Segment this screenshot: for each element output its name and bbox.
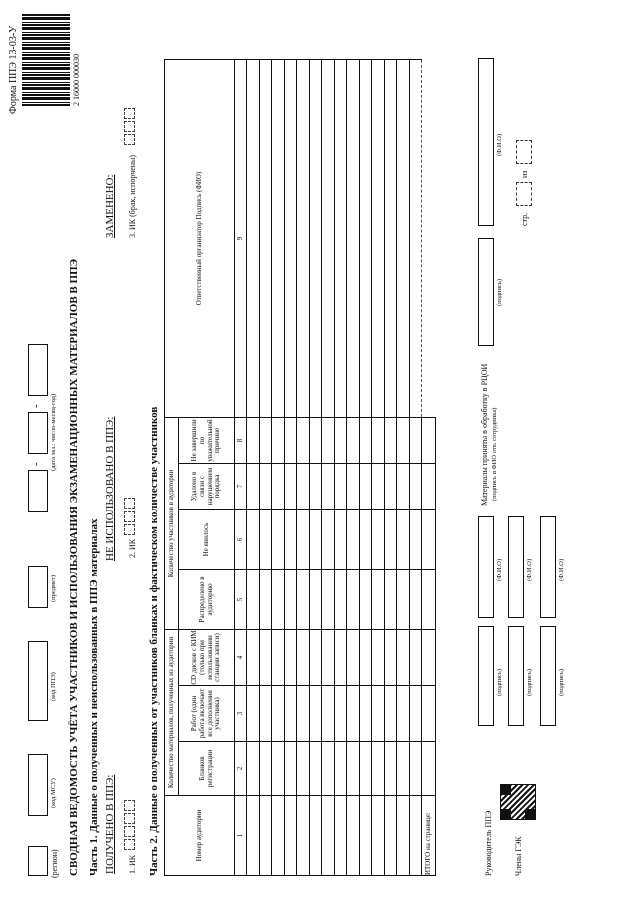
region-label: (регион) (50, 849, 59, 878)
sign-label: (подпись) (526, 669, 533, 696)
table-cell[interactable] (284, 509, 297, 569)
ik2-label: 2. ИК (128, 538, 137, 558)
participants-table (164, 59, 436, 876)
table-cell[interactable] (347, 59, 360, 417)
col-auditorium: Номер аудитории (165, 796, 235, 876)
col-num: 6 (235, 509, 247, 569)
table-cell[interactable] (322, 742, 335, 796)
table-cell[interactable] (284, 463, 297, 509)
head-fio-field[interactable] (478, 516, 494, 618)
table-cell[interactable] (284, 629, 297, 685)
col-num: 8 (235, 417, 247, 463)
table-cell[interactable] (259, 686, 272, 742)
table-body (247, 59, 422, 875)
table-cell[interactable] (297, 742, 310, 796)
table-cell[interactable] (259, 629, 272, 685)
date-day-field[interactable] (28, 470, 48, 512)
table-cell[interactable] (372, 569, 385, 629)
col-distributed: Распределено в аудиторию (179, 569, 235, 629)
table-cell[interactable] (347, 742, 360, 796)
table-cell[interactable] (259, 509, 272, 569)
table-cell[interactable] (372, 686, 385, 742)
table-row (284, 59, 297, 875)
table-cell[interactable] (309, 796, 322, 876)
table-cell[interactable] (359, 463, 372, 509)
col-cd: CD дисков с КИМ (только при использовании станции записи) (179, 629, 235, 685)
page-total-field[interactable] (516, 140, 532, 164)
table-cell[interactable] (247, 796, 260, 876)
table-cell[interactable] (359, 569, 372, 629)
table-cell[interactable] (384, 686, 397, 742)
table-cell[interactable] (322, 796, 335, 876)
replaced-label: ЗАМЕНЕНО: (104, 174, 116, 238)
table-cell[interactable] (284, 59, 297, 417)
table-cell[interactable] (397, 463, 410, 509)
table-cell[interactable] (359, 629, 372, 685)
table-cell[interactable] (297, 463, 310, 509)
sign-label: (подпись) (496, 669, 503, 696)
table-row (347, 59, 360, 875)
table-cell[interactable] (297, 686, 310, 742)
total-cell[interactable] (422, 463, 436, 509)
table-cell[interactable] (297, 569, 310, 629)
col-num: 7 (235, 463, 247, 509)
table-cell[interactable] (309, 463, 322, 509)
ik1-label: 1. ИК (128, 854, 137, 874)
date-label: (дата экз.: число-месяц-год) (50, 393, 57, 471)
table-row (372, 59, 385, 875)
table-cell[interactable] (334, 742, 347, 796)
table-cell[interactable] (384, 417, 397, 463)
col-not-finished: Не завершили по уважительной причине (179, 417, 235, 463)
head-sign-field[interactable] (478, 626, 494, 726)
rcoi-text: Материалы приняты в обработку в РЦОИ (480, 363, 489, 506)
gek-fio-field[interactable] (508, 516, 524, 618)
table-cell[interactable] (334, 569, 347, 629)
gek2-sign-field[interactable] (540, 626, 556, 726)
fio-label: (Ф.И.О) (526, 558, 533, 581)
table-cell[interactable] (309, 742, 322, 796)
table-cell[interactable] (272, 59, 285, 417)
sign-label: (подпись) (496, 279, 503, 306)
table-cell[interactable] (372, 463, 385, 509)
table-cell[interactable] (322, 59, 335, 417)
form-page: Форма ППЭ 13-03-У 2 16000 000030 (регион) (код МСУ) (код ППЭ) (предмет) - - (дата экз.: число-месяц-год) СВОДНАЯ ВЕДОМОСТЬ УЧЁТА УЧАСТНИКОВ И ИСПОЛЬЗОВАНИЯ ЭКЗАМЕНАЦИОННЫХ МАТЕРИАЛОВ В ППЭ Часть 1. Данные о полученных и неиспользованных в ППЭ материалах ПОЛУЧЕНО В ППЭ: НЕ ИСПОЛЬЗОВАНО В ППЭ: ЗАМЕНЕНО: 1. ИК 2. ИК 3. ИК (брак, испорчены) Часть 2. Данные о полученных от участников бланках и фактическом количестве участников Номер аудитории Количество материалов, полученных из аудитории Количество участников в аудитории Ответственный организатор Подпись (ФИО) Бланков регистрации Работ (один работа включает все дополнения участника) CD дисков с КИМ (только при использовании станции записи) Распределено в аудиторию Не явилось Удалено в связи с нарушением порядка Не завершили по уважительной причине 1 2 3 4 5 6 7 8 9 ИТОГО на странице: Руководитель ППЭ (подпись) (Ф.И.О) Члены ГЭК (подпись) (Ф.И.О) (подпись) (Ф.И.О) Материалы приняты в обработку в РЦОИ (подпись и ФИО отв. сотрудника) (подпись) (Ф.И.О) стр. из (0, 0, 640, 906)
date-year-field[interactable] (28, 344, 48, 396)
table-row (409, 59, 422, 875)
table-cell[interactable] (259, 417, 272, 463)
table-cell[interactable] (247, 59, 260, 417)
form-label: Форма ППЭ 13-03-У (8, 25, 19, 114)
table-row (247, 59, 260, 875)
table-cell[interactable] (384, 796, 397, 876)
table-cell[interactable] (347, 463, 360, 509)
col-num: 3 (235, 686, 247, 742)
ik3-field[interactable] (122, 107, 140, 146)
table-row (322, 59, 335, 875)
table-cell[interactable] (397, 686, 410, 742)
group-participants: Количество участников в аудитории (165, 417, 179, 629)
mcu-label: (код МСУ) (50, 778, 57, 808)
table-cell[interactable] (372, 629, 385, 685)
table-cell[interactable] (284, 742, 297, 796)
fio-label: (Ф.И.О) (558, 558, 565, 581)
col-num: 4 (235, 629, 247, 685)
total-cell[interactable] (422, 417, 436, 463)
table-cell[interactable] (272, 417, 285, 463)
col-num: 2 (235, 742, 247, 796)
table-cell[interactable] (259, 569, 272, 629)
head-label: Руководитель ППЭ (484, 810, 493, 876)
page-label: стр. (520, 212, 529, 226)
table-cell[interactable] (359, 59, 372, 417)
table-cell[interactable] (309, 509, 322, 569)
rcoi-sign-field[interactable] (478, 238, 494, 346)
subject-field[interactable] (28, 566, 48, 608)
table-row (272, 59, 285, 875)
table-cell[interactable] (247, 463, 260, 509)
total-cell[interactable] (422, 629, 436, 685)
table-cell[interactable] (347, 569, 360, 629)
table-cell[interactable] (297, 509, 310, 569)
table-cell[interactable] (334, 509, 347, 569)
table-cell[interactable] (384, 742, 397, 796)
table-cell[interactable] (359, 509, 372, 569)
table-cell[interactable] (347, 796, 360, 876)
total-cell[interactable] (422, 569, 436, 629)
table-cell[interactable] (334, 417, 347, 463)
table-cell[interactable] (247, 569, 260, 629)
table-cell[interactable] (359, 686, 372, 742)
table-row (359, 59, 372, 875)
received-label: ПОЛУЧЕНО В ППЭ: (104, 774, 116, 874)
total-cell[interactable] (422, 742, 436, 796)
gek2-fio-field[interactable] (540, 516, 556, 618)
table-cell[interactable] (409, 629, 422, 685)
table-cell[interactable] (384, 569, 397, 629)
total-label: ИТОГО на странице: (422, 796, 436, 876)
table-cell[interactable] (409, 463, 422, 509)
table-cell[interactable] (397, 569, 410, 629)
rcoi-fio-field[interactable] (478, 58, 494, 226)
table-cell[interactable] (359, 796, 372, 876)
col-num: 5 (235, 569, 247, 629)
table-cell[interactable] (309, 59, 322, 417)
table-cell[interactable] (372, 59, 385, 417)
table-cell[interactable] (297, 796, 310, 876)
table-row (297, 59, 310, 875)
table-cell[interactable] (409, 742, 422, 796)
table-cell[interactable] (322, 569, 335, 629)
table-cell[interactable] (409, 686, 422, 742)
table-cell[interactable] (284, 686, 297, 742)
barcode-number: 2 16000 000030 (72, 54, 81, 106)
table-cell[interactable] (247, 629, 260, 685)
table-cell[interactable] (409, 59, 422, 417)
table-cell[interactable] (259, 463, 272, 509)
table-row (397, 59, 410, 875)
table-cell[interactable] (397, 417, 410, 463)
table-cell[interactable] (409, 417, 422, 463)
table-cell[interactable] (272, 629, 285, 685)
region-field[interactable] (28, 846, 48, 876)
table-cell[interactable] (334, 629, 347, 685)
table-cell[interactable] (297, 629, 310, 685)
table-cell[interactable] (397, 796, 410, 876)
table-cell[interactable] (409, 796, 422, 876)
table-cell[interactable] (397, 59, 410, 417)
col-num: 9 (235, 59, 247, 417)
table-cell[interactable] (384, 59, 397, 417)
table-cell[interactable] (347, 417, 360, 463)
table-cell[interactable] (409, 569, 422, 629)
table-cell[interactable] (259, 59, 272, 417)
table-cell[interactable] (397, 509, 410, 569)
table-cell[interactable] (272, 463, 285, 509)
table-cell[interactable] (384, 629, 397, 685)
date-month-field[interactable] (28, 412, 48, 454)
col-removed: Удалено в связи с нарушением порядка (179, 463, 235, 509)
table-cell[interactable] (334, 59, 347, 417)
table-cell[interactable] (309, 417, 322, 463)
gek-sign-field[interactable] (508, 626, 524, 726)
table-cell[interactable] (347, 686, 360, 742)
table-cell[interactable] (397, 742, 410, 796)
table-cell[interactable] (384, 463, 397, 509)
col-num: 1 (235, 796, 247, 876)
ppe-field[interactable] (28, 641, 48, 721)
table-cell[interactable] (322, 509, 335, 569)
table-cell[interactable] (247, 686, 260, 742)
fio-label: (Ф.И.О) (496, 558, 503, 581)
table-cell[interactable] (247, 417, 260, 463)
table-cell[interactable] (372, 509, 385, 569)
table-cell[interactable] (322, 686, 335, 742)
table-cell[interactable] (359, 742, 372, 796)
page-num-field[interactable] (516, 182, 532, 206)
table-cell[interactable] (334, 796, 347, 876)
part1-title: Часть 1. Данные о полученных и неиспользованных в ППЭ материалах (88, 518, 100, 876)
table-cell[interactable] (322, 629, 335, 685)
table-cell[interactable] (334, 686, 347, 742)
ppe-label: (код ППЭ) (50, 672, 57, 701)
table-cell[interactable] (322, 463, 335, 509)
table-row (384, 59, 397, 875)
table-cell[interactable] (322, 417, 335, 463)
total-cell[interactable] (422, 686, 436, 742)
table-cell[interactable] (284, 569, 297, 629)
part2-title: Часть 2. Данные о полученных от участников бланках и фактическом количестве участников (148, 406, 160, 876)
not-used-label: НЕ ИСПОЛЬЗОВАНО В ППЭ: (104, 416, 116, 561)
table-cell[interactable] (297, 417, 310, 463)
table-cell[interactable] (272, 742, 285, 796)
table-cell[interactable] (372, 742, 385, 796)
table-cell[interactable] (384, 509, 397, 569)
col-works: Работ (один работа включает все дополнения участника) (179, 686, 235, 742)
table-cell[interactable] (272, 686, 285, 742)
table-cell[interactable] (309, 629, 322, 685)
table-cell[interactable] (347, 629, 360, 685)
subject-label: (предмет) (50, 574, 57, 602)
table-cell[interactable] (309, 686, 322, 742)
ik3-label: 3. ИК (брак, испорчены) (128, 154, 137, 238)
table-cell[interactable] (309, 569, 322, 629)
rcoi-sub: (подпись и ФИО отв. сотрудника) (491, 407, 498, 501)
table-cell[interactable] (372, 796, 385, 876)
col-blanks: Бланков регистрации (179, 742, 235, 796)
table-row (309, 59, 322, 875)
table-cell[interactable] (372, 417, 385, 463)
gek-label: Члены ГЭК (514, 836, 523, 876)
table-cell[interactable] (297, 59, 310, 417)
of-label: из (520, 170, 529, 178)
table-cell[interactable] (272, 509, 285, 569)
ik2-field[interactable] (122, 497, 140, 536)
table-cell[interactable] (247, 509, 260, 569)
table-cell[interactable] (259, 742, 272, 796)
table-cell[interactable] (347, 509, 360, 569)
sign-label: (подпись) (558, 669, 565, 696)
table-cell[interactable] (247, 742, 260, 796)
table-cell[interactable] (334, 463, 347, 509)
fio-label: (Ф.И.О) (496, 133, 503, 156)
table-cell[interactable] (284, 417, 297, 463)
total-cell[interactable] (422, 509, 436, 569)
group-materials: Количество материалов, полученных из аудитории (165, 629, 179, 795)
barcode (22, 14, 70, 106)
page-title: СВОДНАЯ ВЕДОМОСТЬ УЧЁТА УЧАСТНИКОВ И ИСПОЛЬЗОВАНИЯ ЭКЗАМЕНАЦИОННЫХ МАТЕРИАЛОВ В ППЭ (68, 258, 80, 876)
ik1-field[interactable] (122, 799, 140, 851)
table-cell[interactable] (259, 796, 272, 876)
table-cell[interactable] (272, 569, 285, 629)
qr-code (500, 784, 536, 820)
table-cell[interactable] (359, 417, 372, 463)
col-absent: Не явилось (179, 509, 235, 569)
col-responsible: Ответственный организатор Подпись (ФИО) (165, 59, 235, 417)
table-cell[interactable] (284, 796, 297, 876)
table-cell[interactable] (397, 629, 410, 685)
table-row (259, 59, 272, 875)
table-cell[interactable] (272, 796, 285, 876)
mcu-field[interactable] (28, 754, 48, 816)
table-cell[interactable] (409, 509, 422, 569)
table-row (334, 59, 347, 875)
